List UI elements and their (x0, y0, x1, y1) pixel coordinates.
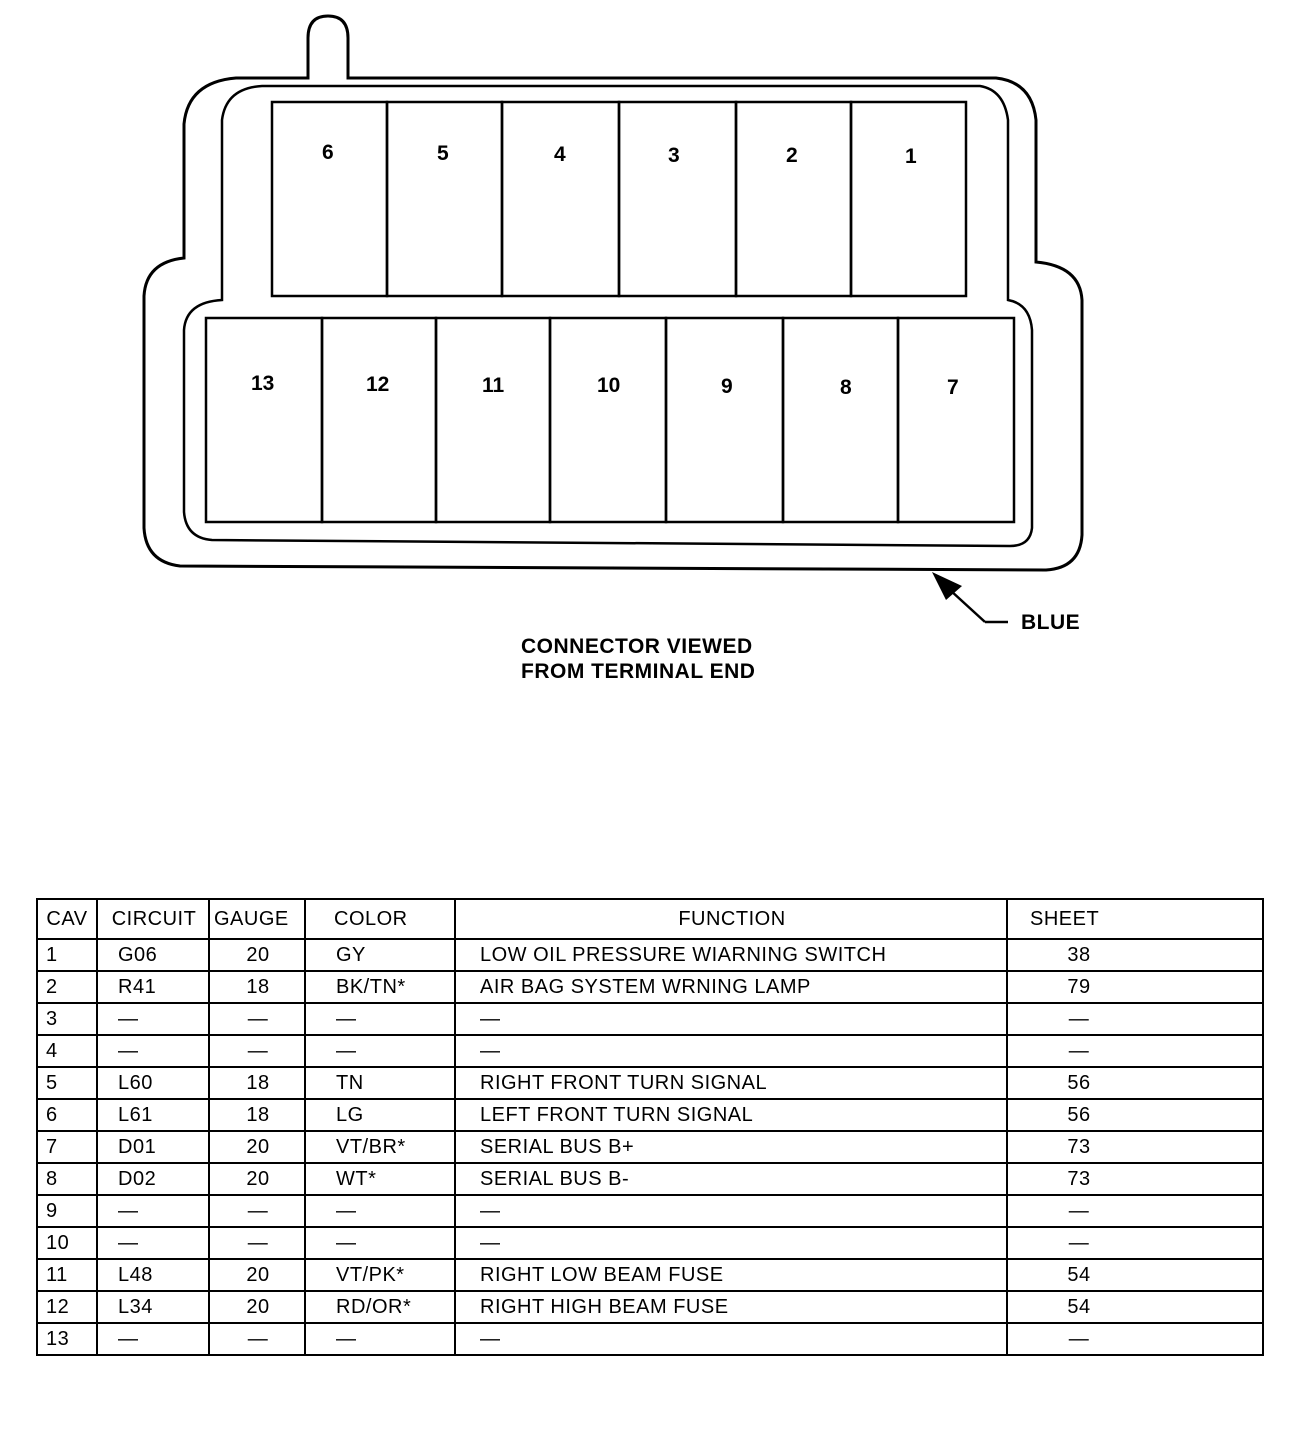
cell-cav: 11 (37, 1259, 97, 1291)
cell-gauge: 20 (209, 939, 305, 971)
cavity-10 (550, 318, 666, 522)
cell-sheet: 54 (1007, 1291, 1263, 1323)
cell-cav: 10 (37, 1227, 97, 1259)
cell-function: AIR BAG SYSTEM WRNING LAMP (455, 971, 1007, 1003)
cell-circuit: — (97, 1035, 209, 1067)
cell-cav: 5 (37, 1067, 97, 1099)
table-row (37, 1131, 1263, 1163)
cell-function: RIGHT FRONT TURN SIGNAL (455, 1067, 1007, 1099)
cavity-number: 10 (597, 374, 621, 397)
table-row (37, 971, 1263, 1003)
cavity-6 (272, 102, 387, 296)
cell-gauge: 20 (209, 1291, 305, 1323)
pinout-table (36, 898, 1264, 1356)
cell-color: — (305, 1035, 455, 1067)
cavity-2 (736, 102, 851, 296)
cavity-number: 5 (437, 142, 449, 165)
cavity-5 (387, 102, 502, 296)
cell-cav: 9 (37, 1195, 97, 1227)
table-row (37, 1003, 1263, 1035)
table-row (37, 1227, 1263, 1259)
connector-housing-outer (144, 16, 1082, 570)
cell-function: RIGHT LOW BEAM FUSE (455, 1259, 1007, 1291)
cell-color: LG (305, 1099, 455, 1131)
bottom-row-numbers (251, 372, 959, 399)
cavity-number: 8 (840, 376, 852, 399)
color-leader-arrow (932, 572, 1008, 622)
table-row (37, 1099, 1263, 1131)
cell-color: — (305, 1323, 455, 1355)
cavity-number: 7 (947, 376, 959, 399)
cell-sheet: 79 (1007, 971, 1263, 1003)
cell-function: LOW OIL PRESSURE WIARNING SWITCH (455, 939, 1007, 971)
cell-gauge: 20 (209, 1163, 305, 1195)
cell-circuit: L48 (97, 1259, 209, 1291)
cell-sheet: 73 (1007, 1131, 1263, 1163)
cell-circuit: R41 (97, 971, 209, 1003)
bottom-row-cavities (206, 318, 1014, 522)
cell-cav: 12 (37, 1291, 97, 1323)
table-row (37, 1323, 1263, 1355)
cell-gauge: 20 (209, 1259, 305, 1291)
cell-color: VT/PK* (305, 1259, 455, 1291)
cell-circuit: — (97, 1003, 209, 1035)
header-gauge: GAUGE (209, 899, 305, 939)
header-sheet: SHEET (1007, 899, 1263, 939)
cavity-number: 11 (482, 374, 505, 397)
cell-function: — (455, 1035, 1007, 1067)
cell-cav: 1 (37, 939, 97, 971)
cell-circuit: L61 (97, 1099, 209, 1131)
cell-color: — (305, 1227, 455, 1259)
cell-color: WT* (305, 1163, 455, 1195)
cell-sheet: — (1007, 1035, 1263, 1067)
header-cav: CAV (37, 899, 97, 939)
cavity-number: 12 (366, 373, 390, 396)
cavity-number: 3 (668, 144, 680, 167)
cell-gauge: — (209, 1195, 305, 1227)
cell-circuit: D01 (97, 1131, 209, 1163)
cavity-8 (783, 318, 898, 522)
cell-function: SERIAL BUS B- (455, 1163, 1007, 1195)
cell-gauge: 18 (209, 971, 305, 1003)
cell-circuit: D02 (97, 1163, 209, 1195)
cell-cav: 4 (37, 1035, 97, 1067)
cell-color: TN (305, 1067, 455, 1099)
cell-cav: 13 (37, 1323, 97, 1355)
cavity-number: 13 (251, 372, 275, 395)
table-row (37, 1195, 1263, 1227)
cell-sheet: — (1007, 1227, 1263, 1259)
cell-function: — (455, 1323, 1007, 1355)
cell-color: GY (305, 939, 455, 971)
cell-sheet: 54 (1007, 1259, 1263, 1291)
cell-gauge: 20 (209, 1131, 305, 1163)
cavity-3 (619, 102, 736, 296)
top-row-cavities (272, 102, 966, 296)
cell-gauge: 18 (209, 1099, 305, 1131)
table-header-row (37, 899, 1263, 939)
cavity-9 (666, 318, 783, 522)
cell-sheet: 56 (1007, 1099, 1263, 1131)
table-row (37, 1163, 1263, 1195)
cell-gauge: — (209, 1227, 305, 1259)
cell-sheet: 73 (1007, 1163, 1263, 1195)
cell-circuit: G06 (97, 939, 209, 971)
table-body (37, 939, 1263, 1355)
cell-circuit: — (97, 1323, 209, 1355)
header-circuit: CIRCUIT (97, 899, 209, 939)
cavity-1 (851, 102, 966, 296)
header-color: COLOR (305, 899, 455, 939)
cell-color: VT/BR* (305, 1131, 455, 1163)
cell-circuit: L34 (97, 1291, 209, 1323)
cavity-number: 2 (786, 144, 798, 167)
cell-gauge: — (209, 1323, 305, 1355)
cell-gauge: — (209, 1035, 305, 1067)
cell-cav: 3 (37, 1003, 97, 1035)
cavity-7 (898, 318, 1014, 522)
cell-sheet: 56 (1007, 1067, 1263, 1099)
cavity-11 (436, 318, 550, 522)
cell-gauge: — (209, 1003, 305, 1035)
cavity-number: 6 (322, 141, 334, 164)
cell-function: RIGHT HIGH BEAM FUSE (455, 1291, 1007, 1323)
cell-circuit: — (97, 1195, 209, 1227)
cell-function: LEFT FRONT TURN SIGNAL (455, 1099, 1007, 1131)
cavity-number: 1 (905, 145, 917, 168)
caption-line: CONNECTOR VIEWED (521, 635, 753, 658)
cell-cav: 8 (37, 1163, 97, 1195)
cavity-4 (502, 102, 619, 296)
cavity-number: 9 (721, 375, 733, 398)
table-row (37, 1067, 1263, 1099)
cell-cav: 7 (37, 1131, 97, 1163)
cell-sheet: 38 (1007, 939, 1263, 971)
cell-function: — (455, 1003, 1007, 1035)
cell-cav: 6 (37, 1099, 97, 1131)
header-function: FUNCTION (455, 899, 1007, 939)
cell-function: — (455, 1227, 1007, 1259)
cavity-12 (322, 318, 436, 522)
table-row (37, 1259, 1263, 1291)
cell-cav: 2 (37, 971, 97, 1003)
table-row (37, 1035, 1263, 1067)
table-row (37, 1291, 1263, 1323)
caption-line: FROM TERMINAL END (521, 660, 756, 683)
cavity-13 (206, 318, 322, 522)
cell-sheet: — (1007, 1003, 1263, 1035)
cell-function: — (455, 1195, 1007, 1227)
cell-color: — (305, 1195, 455, 1227)
cell-function: SERIAL BUS B+ (455, 1131, 1007, 1163)
cell-sheet: — (1007, 1195, 1263, 1227)
table-row (37, 939, 1263, 971)
cell-color: BK/TN* (305, 971, 455, 1003)
cell-color: RD/OR* (305, 1291, 455, 1323)
cell-sheet: — (1007, 1323, 1263, 1355)
diagram-caption (521, 634, 755, 684)
cell-circuit: L60 (97, 1067, 209, 1099)
connector-color-label: BLUE (1021, 611, 1081, 634)
cell-circuit: — (97, 1227, 209, 1259)
cavity-number: 4 (554, 143, 566, 166)
cell-gauge: 18 (209, 1067, 305, 1099)
cell-color: — (305, 1003, 455, 1035)
